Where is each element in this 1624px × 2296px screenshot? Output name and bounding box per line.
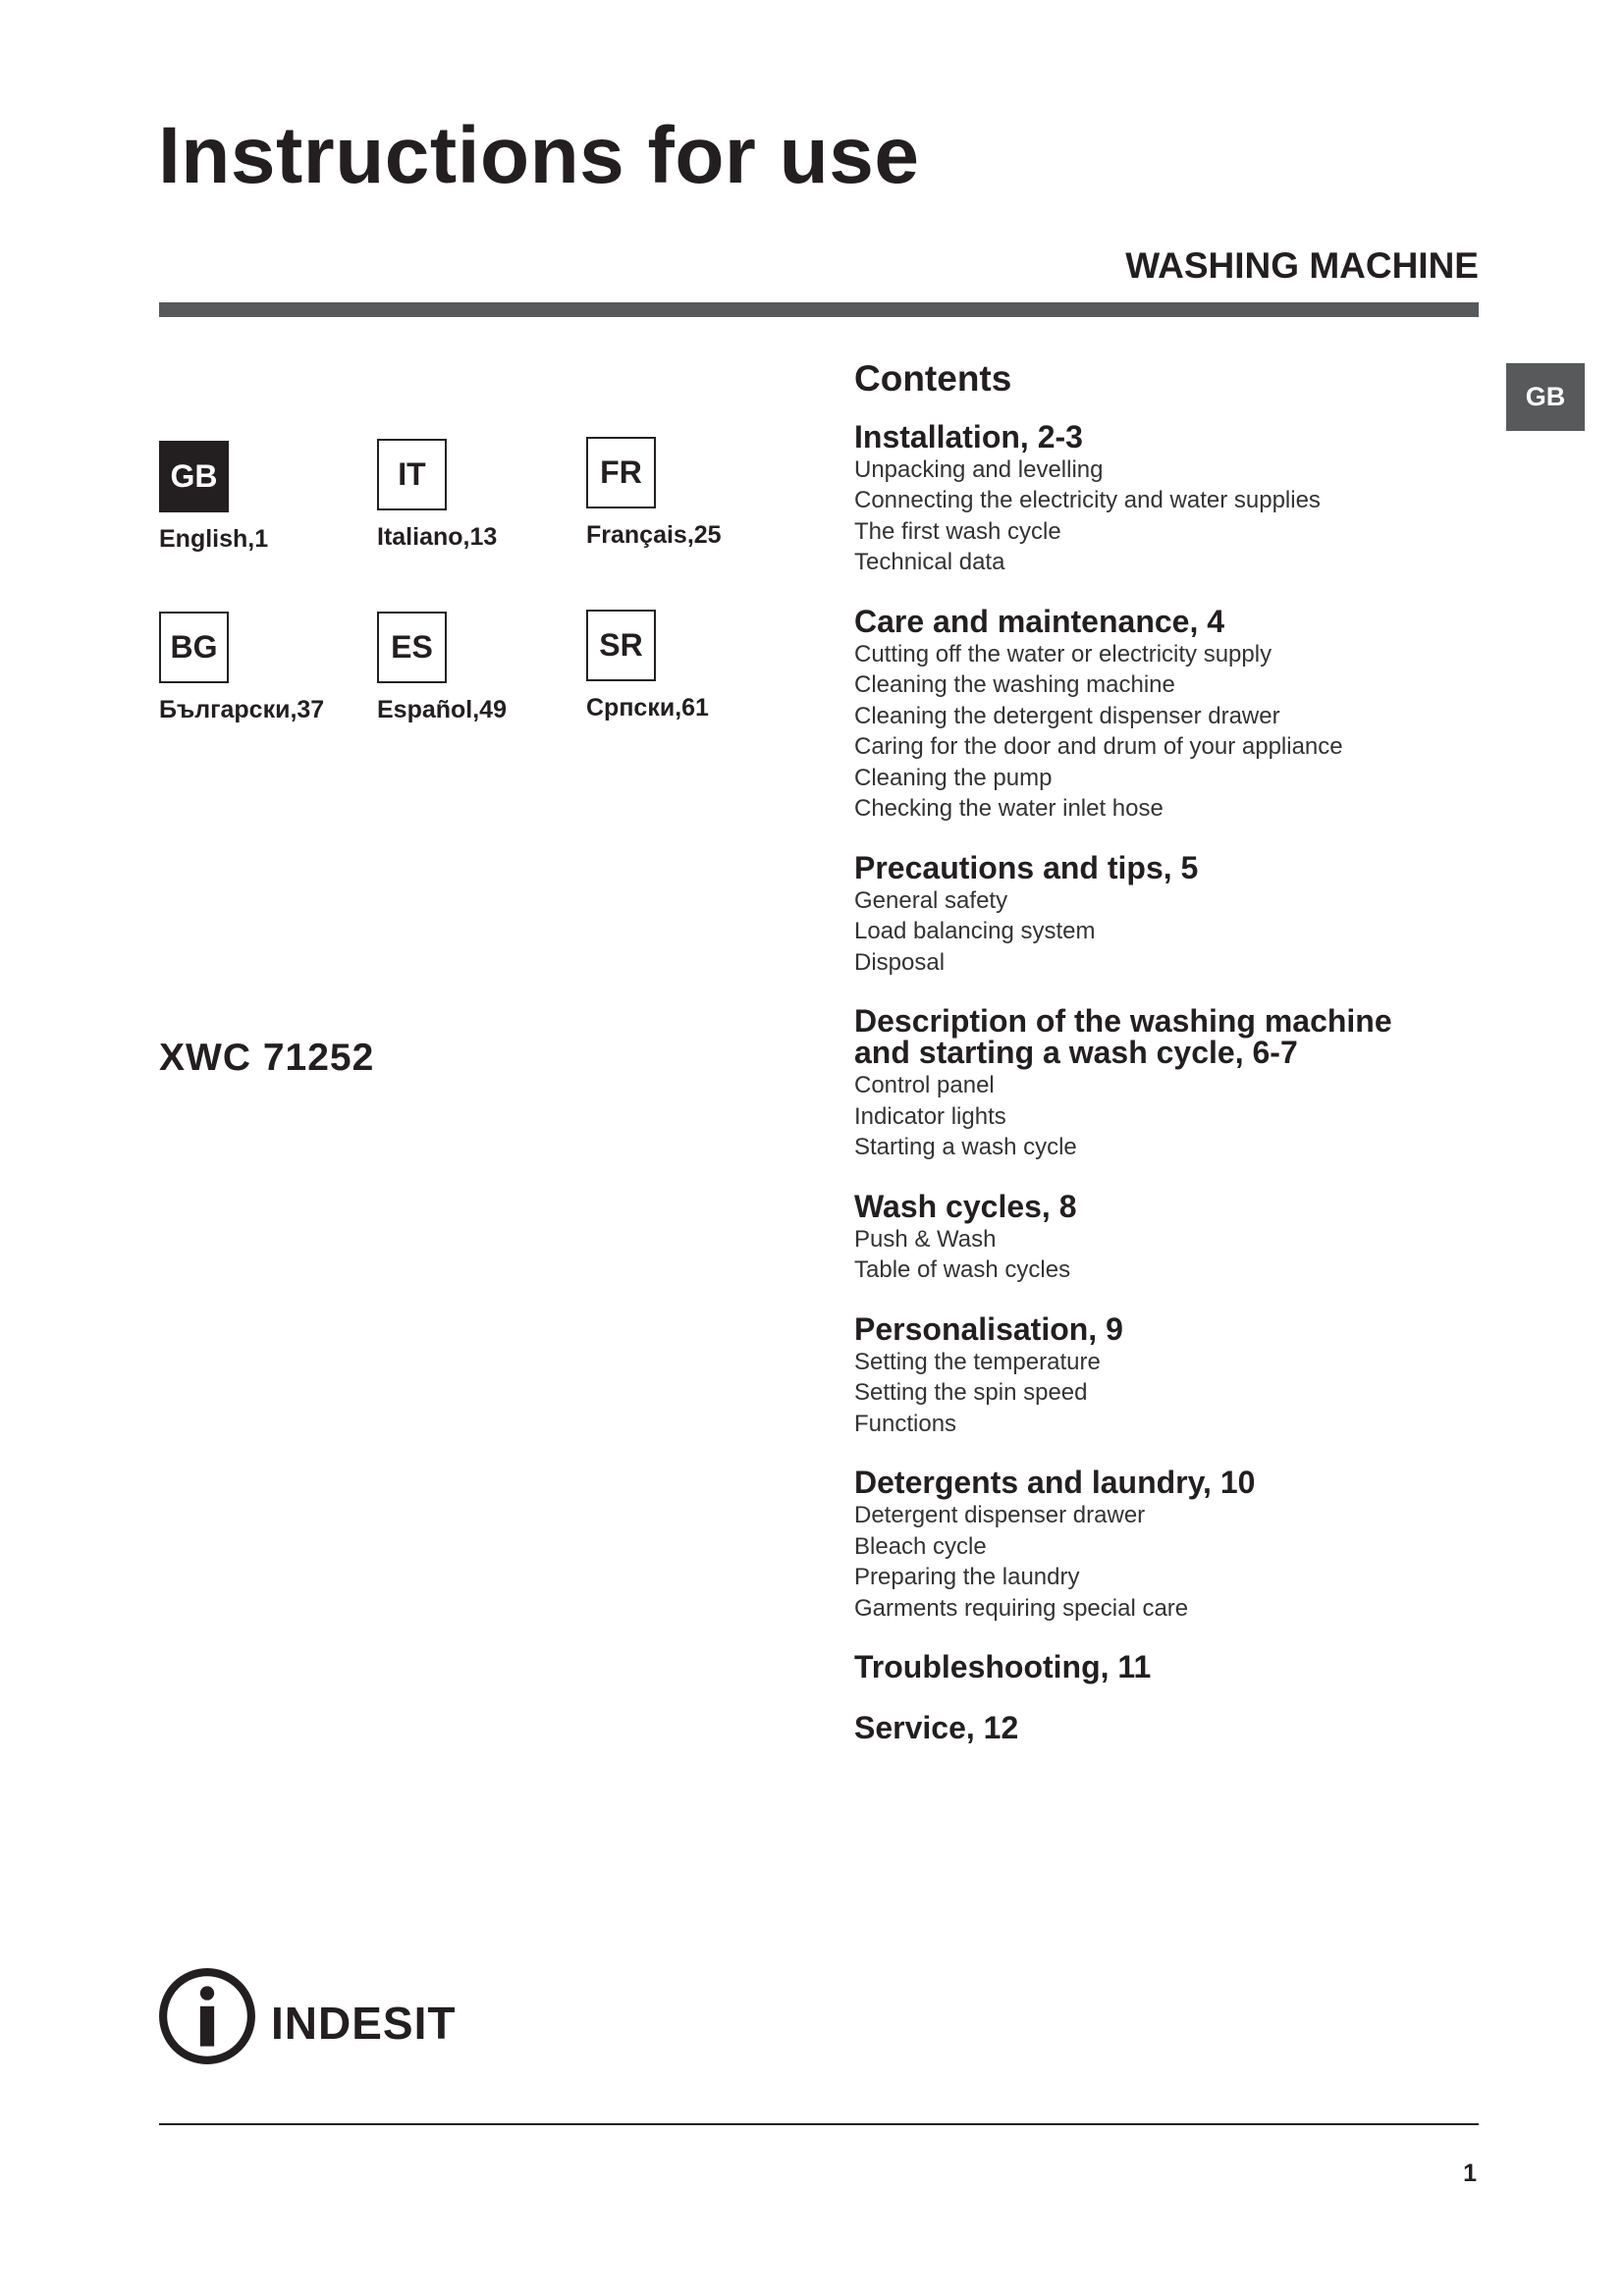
language-gb	[159, 441, 385, 554]
toc-item: General safety	[854, 886, 1008, 914]
language-code-box: ES	[377, 612, 447, 683]
toc-list	[854, 639, 1483, 825]
language-code-box: BG	[159, 612, 229, 683]
language-label: Български,37	[159, 696, 325, 723]
toc-item: Load balancing system	[854, 918, 1096, 945]
language-es	[377, 612, 603, 724]
toc-heading: Personalisation, 9	[854, 1310, 1123, 1347]
toc-item: Indicator lights	[854, 1102, 1006, 1130]
toc-item: Garments requiring special care	[854, 1594, 1189, 1622]
language-code-box: IT	[377, 439, 447, 510]
toc-heading: Installation, 2-3	[854, 418, 1083, 454]
model-number: XWC 71252	[159, 1037, 375, 1079]
toc-heading	[854, 1003, 1483, 1071]
language-code-box: FR	[586, 437, 656, 508]
toc-item: Bleach cycle	[854, 1532, 987, 1560]
toc-item: Table of wash cycles	[854, 1256, 1071, 1284]
toc-item: Starting a wash cycle	[854, 1134, 1077, 1161]
document-title: Instructions for use	[158, 111, 920, 200]
toc-list	[854, 885, 1483, 979]
toc-item: Control panel	[854, 1072, 995, 1099]
toc-heading: Wash cycles, 8	[854, 1188, 1077, 1224]
toc-section-wash-cycles	[854, 1188, 1483, 1286]
toc-section-personalisation	[854, 1310, 1483, 1440]
toc-section-care	[854, 603, 1483, 825]
toc-section-troubleshooting	[854, 1649, 1483, 1685]
toc-item: Cleaning the detergent dispenser drawer	[854, 702, 1280, 729]
document-subtitle: WASHING MACHINE	[1125, 245, 1479, 286]
header-rule	[159, 302, 1479, 317]
toc-item: The first wash cycle	[854, 517, 1061, 545]
toc-item: Checking the water inlet hose	[854, 795, 1164, 823]
toc-section-service	[854, 1710, 1483, 1746]
language-it	[377, 439, 603, 552]
toc-item: Cutting off the water or electricity supply	[854, 640, 1272, 667]
toc-heading: Service, 12	[854, 1710, 1019, 1746]
language-label: Italiano,13	[377, 523, 498, 551]
toc-item: Caring for the door and drum of your appliance	[854, 733, 1343, 761]
language-label: English,1	[159, 525, 269, 553]
contents-title: Contents	[854, 358, 1012, 399]
language-code-box: SR	[586, 610, 656, 681]
toc-heading: Troubleshooting, 11	[854, 1649, 1152, 1685]
toc-item: Setting the temperature	[854, 1348, 1101, 1375]
toc-section-description	[854, 1005, 1483, 1163]
footer-rule	[159, 2123, 1479, 2125]
toc-list	[854, 1500, 1483, 1624]
toc-item: Cleaning the pump	[854, 764, 1053, 791]
table-of-contents	[854, 359, 1483, 1773]
toc-section-detergents	[854, 1467, 1483, 1624]
toc-item: Detergent dispenser drawer	[854, 1502, 1146, 1529]
toc-item: Connecting the electricity and water supplies	[854, 487, 1321, 514]
toc-item: Technical data	[854, 549, 1005, 576]
info-circle-logo-icon	[157, 1966, 257, 2066]
toc-item: Functions	[854, 1410, 957, 1437]
language-label: Српски,61	[586, 694, 709, 721]
language-label: Español,49	[377, 696, 507, 723]
toc-heading: Detergents and laundry, 10	[854, 1465, 1256, 1501]
toc-item: Preparing the laundry	[854, 1564, 1080, 1591]
language-sr	[586, 610, 812, 722]
toc-heading: Care and maintenance, 4	[854, 603, 1225, 639]
toc-list	[854, 1224, 1483, 1286]
toc-item: Disposal	[854, 948, 946, 976]
toc-section-installation	[854, 418, 1483, 578]
language-label: Français,25	[586, 521, 722, 549]
toc-list	[854, 454, 1483, 578]
toc-heading-line: and starting a wash cycle, 6-7	[854, 1035, 1298, 1071]
toc-list	[854, 1347, 1483, 1440]
toc-list	[854, 1070, 1483, 1163]
toc-item: Cleaning the washing machine	[854, 671, 1175, 699]
page-number: 1	[1463, 2160, 1477, 2187]
toc-heading-line: Description of the washing machine	[854, 1003, 1392, 1040]
language-code-box: GB	[159, 441, 229, 512]
toc-item: Unpacking and levelling	[854, 455, 1104, 483]
logo-wordmark: indesit	[271, 1980, 457, 2053]
toc-item: Setting the spin speed	[854, 1379, 1088, 1407]
toc-section-precautions	[854, 849, 1483, 979]
side-language-tab: GB	[1506, 363, 1585, 431]
language-bg	[159, 612, 385, 724]
toc-item: Push & Wash	[854, 1225, 997, 1253]
language-fr	[586, 437, 812, 550]
toc-heading: Precautions and tips, 5	[854, 849, 1199, 885]
indesit-logo	[157, 1966, 456, 2066]
